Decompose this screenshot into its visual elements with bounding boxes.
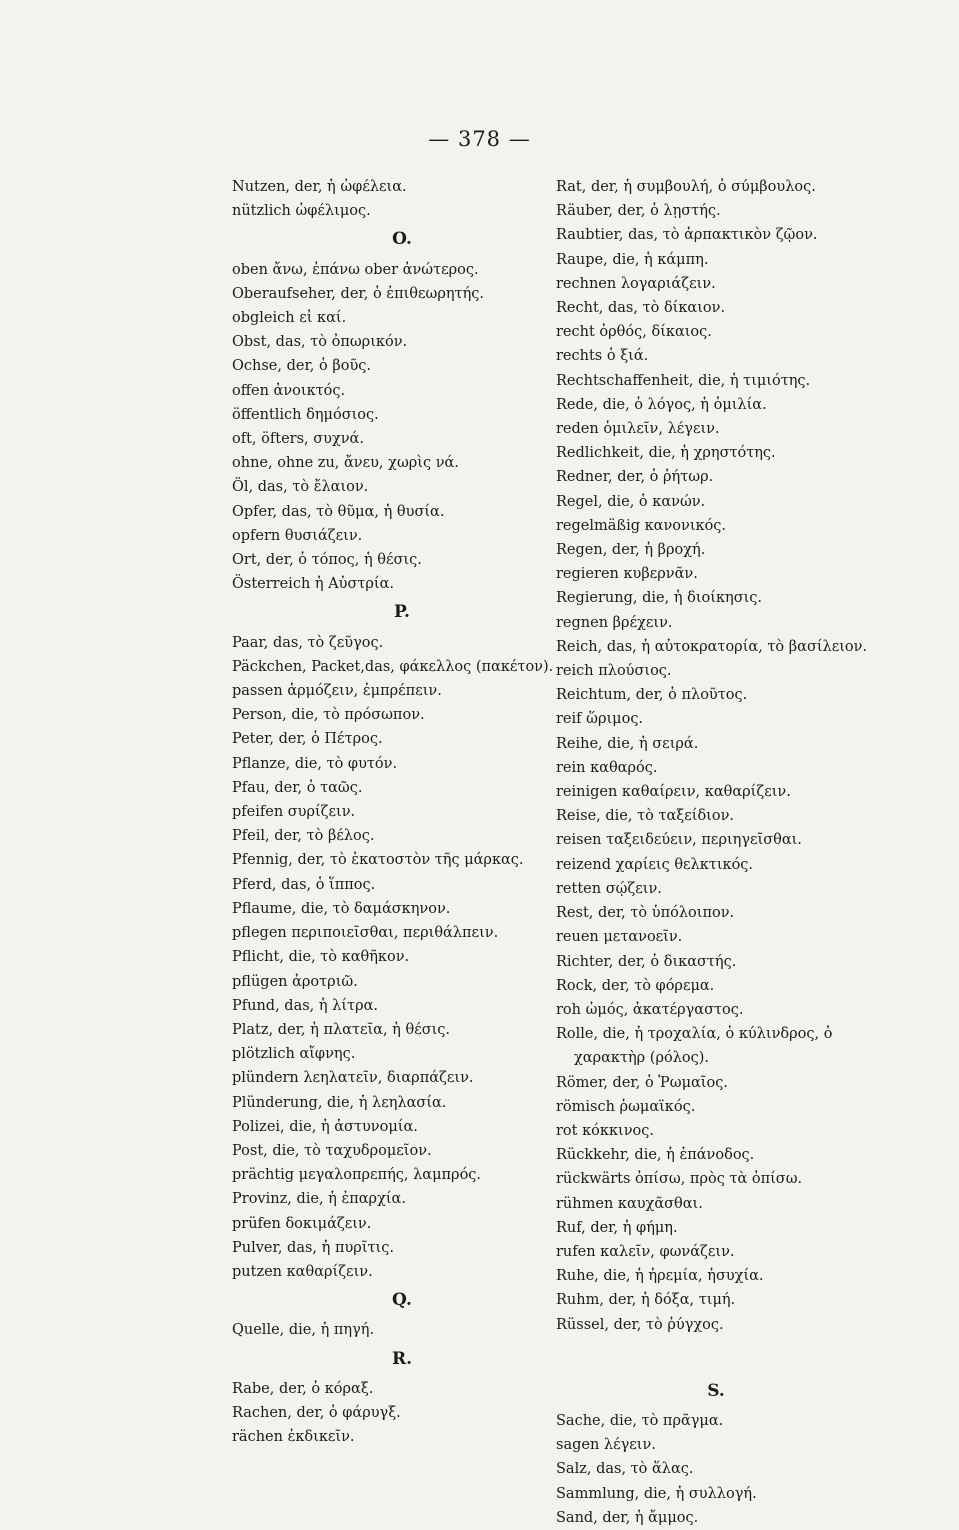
dictionary-entry: Recht, das, τὸ δίκαιον. [556, 300, 726, 317]
dictionary-entry: Ochse, der, ὁ βοῦς. [232, 358, 372, 375]
dictionary-entry: Richter, der, ὁ δικαστής. [556, 953, 737, 970]
dictionary-entry: öffentlich δημόσιος. [232, 406, 379, 423]
dictionary-entry: Reise, die, τὸ ταξείδιον. [556, 808, 735, 825]
dictionary-entry: reizend χαρίεις θελκτικός. [556, 856, 754, 873]
dictionary-entry: ohne, ohne zu, ἄνευ, χωρὶς νά. [232, 455, 459, 472]
dictionary-entry: Pfeil, der, τὸ βέλος. [232, 828, 375, 845]
dictionary-entry: Peter, der, ὁ Πέτρος. [232, 731, 383, 748]
dictionary-entry: Sammlung, die, ἡ συλλογή. [556, 1485, 757, 1502]
dictionary-entry: Regen, der, ἡ βροχή. [556, 542, 706, 559]
dictionary-entry: pflügen ἀροτριῶ. [232, 973, 358, 990]
dictionary-entry: Rachen, der, ὁ φάρυγξ. [232, 1404, 401, 1421]
dictionary-entry: Raubtier, das, τὸ ἁρπακτικὸν ζῷον. [556, 227, 818, 244]
dictionary-entry: Nutzen, der, ἡ ὠφέλεια. [232, 179, 407, 195]
dictionary-entry: rächen ἐκδικεῖν. [232, 1429, 355, 1446]
dictionary-entry: reisen ταξειδεύειν, περιηγεῖσθαι. [556, 832, 802, 849]
dictionary-entry: Rest, der, τὸ ὑπόλοιπον. [556, 905, 735, 922]
dictionary-entry: Pferd, das, ὁ ἵππος. [232, 876, 376, 893]
dictionary-entry: römisch ῥωμαϊκός. [556, 1098, 696, 1115]
dictionary-entry: Rolle, die, ἡ τροχαλία, ὁ κύλινδρος, ὁ [556, 1026, 833, 1043]
dictionary-entry: pflegen περιποιεῖσθαι, περιθάλπειν. [232, 925, 499, 942]
dictionary-entry: Pflaume, die, τὸ δαμάσκηνον. [232, 900, 451, 917]
dictionary-entry: Opfer, das, τὸ θῦμα, ἡ θυσία. [232, 503, 445, 520]
dictionary-entry: regelmäßig κανονικός. [556, 517, 727, 534]
dictionary-entry: Rechtschaffenheit, die, ἡ τιμιότης. [556, 372, 811, 389]
dictionary-entry: recht ὀρθός, δίκαιος. [556, 324, 712, 341]
dictionary-entry: rufen καλεῖν, φωνάζειν. [556, 1243, 735, 1260]
dictionary-entry: sagen λέγειν. [556, 1437, 656, 1454]
dictionary-entry: putzen καθαρίζειν. [232, 1263, 373, 1280]
section-spacer [556, 1337, 876, 1375]
dictionary-entry: Ruhe, die, ἡ ἠρεμία, ἡσυχία. [556, 1268, 764, 1285]
entry-group-r [232, 1377, 572, 1450]
dictionary-entry: reden ὁμιλεῖν, λέγειν. [556, 421, 720, 438]
dictionary-entry: Rüssel, der, τὸ ῥύγχος. [556, 1316, 724, 1333]
dictionary-entry: offen ἀνοικτός. [232, 382, 346, 399]
entry-group-q [232, 1318, 572, 1342]
dictionary-entry: Regierung, die, ἡ διοίκησις. [556, 590, 763, 607]
dictionary-entry: passen ἁρμόζειν, ἐμπρέπειν. [232, 683, 442, 700]
dictionary-entry: Post, die, τὸ ταχυδρομεῖον. [232, 1142, 432, 1159]
section-heading-r: R. [391, 1348, 413, 1369]
dictionary-entry: oben ἄνω, ἐπάνω ober ἀνώτερος. [232, 261, 479, 278]
dictionary-entry: Redlichkeit, die, ἡ χρηστότης. [556, 445, 776, 462]
dictionary-entry: Redner, der, ὁ ῥήτωρ. [556, 469, 714, 486]
dictionary-entry: Reich, das, ἡ αὐτοκρατορία, τὸ βασίλειον. [556, 638, 868, 655]
dictionary-entry: Öl, das, τὸ ἔλαιον. [232, 479, 369, 496]
dictionary-entry: Plünderung, die, ἡ λεηλασία. [232, 1094, 447, 1111]
entry-group-s [556, 1409, 876, 1530]
dictionary-entry: Raupe, die, ἡ κάμπη. [556, 251, 709, 268]
dictionary-entry: rot κόκκινος. [556, 1122, 654, 1139]
dictionary-entry: rein καθαρός. [556, 759, 658, 776]
dictionary-entry: Reichtum, der, ὁ πλοῦτος. [556, 687, 748, 704]
dictionary-entry: plündern λεηλατεῖν, διαρπάζειν. [232, 1070, 474, 1087]
dictionary-entry: roh ὠμός, ἀκατέργαστος. [556, 1001, 744, 1018]
dictionary-entry: Sache, die, τὸ πρᾶγμα. [556, 1412, 724, 1429]
dictionary-entry: Österreich ἡ Αὐστρία. [232, 576, 394, 593]
dictionary-entry: Pflicht, die, τὸ καθῆκον. [232, 949, 410, 966]
dictionary-entry: rechnen λογαριάζειν. [556, 275, 716, 292]
dictionary-entry: Quelle, die, ἡ πηγή. [232, 1322, 375, 1339]
dictionary-entry: Rede, die, ὁ λόγος, ἡ ὁμιλία. [556, 396, 767, 413]
dictionary-entry: Pfund, das, ἡ λίτρα. [232, 997, 379, 1014]
dictionary-entry: pfeifen συρίζειν. [232, 804, 356, 821]
right-column [556, 175, 876, 1530]
dictionary-entry: regieren κυβερνᾶν. [556, 566, 698, 583]
dictionary-entry: Rabe, der, ὁ κόραξ. [232, 1380, 374, 1397]
dictionary-entry: Ruhm, der, ἡ δόξα, τιμή. [556, 1292, 736, 1309]
section-heading-p: P. [394, 602, 410, 623]
section-heading-o: O. [392, 229, 412, 250]
dictionary-entry: oft, öfters, συχνά. [232, 431, 364, 448]
dictionary-entry: reif ὥριμος. [556, 711, 644, 728]
dictionary-entry: Sand, der, ἡ ἄμμος. [556, 1509, 699, 1526]
dictionary-entry: Pflanze, die, τὸ φυτόν. [232, 755, 398, 772]
section-heading-q: Q. [392, 1290, 412, 1311]
dictionary-entry: reuen μετανοεῖν. [556, 929, 683, 946]
dictionary-entry: reinigen καθαίρειν, καθαρίζειν. [556, 784, 791, 801]
dictionary-entry-continuation: χαρακτὴρ (ρόλος). [574, 1050, 710, 1067]
dictionary-entry: Rückkehr, die, ἡ ἐπάνοδος. [556, 1147, 755, 1164]
dictionary-entry: retten σῴζειν. [556, 880, 662, 897]
dictionary-entry: Pfennig, der, τὸ ἑκατοστὸν τῆς μάρκας. [232, 852, 524, 869]
dictionary-entry: prüfen δοκιμάζειν. [232, 1215, 372, 1232]
dictionary-entry: Römer, der, ὁ Ῥωμαῖος. [556, 1074, 728, 1091]
dictionary-entry: prächtig μεγαλοπρεπής, λαμπρός. [232, 1167, 482, 1184]
dictionary-entry: Rock, der, τὸ φόρεμα. [556, 977, 715, 994]
dictionary-entry: Pfau, der, ὁ ταῶς. [232, 779, 363, 796]
entry-group-r-continued [556, 175, 876, 1337]
dictionary-entry: reich πλούσιος. [556, 663, 672, 680]
dictionary-entry: Päckchen, Packet,das, φάκελλος (πακέτον). [232, 658, 554, 675]
dictionary-entry: plötzlich αἴφνης. [232, 1046, 356, 1063]
dictionary-entry: obgleich εἰ καί. [232, 310, 347, 327]
dictionary-entry: rechts ὁ ξιά. [556, 348, 649, 365]
dictionary-entry: Polizei, die, ἡ ἀστυνομία. [232, 1118, 418, 1135]
dictionary-entry: Regel, die, ὁ κανών. [556, 493, 706, 510]
dictionary-entry: Pulver, das, ἡ πυρῖτις. [232, 1239, 394, 1256]
dictionary-entry: rückwärts ὀπίσω, πρὸς τὰ ὀπίσω. [556, 1171, 803, 1188]
dictionary-entry: Platz, der, ἡ πλατεῖα, ἡ θέσις. [232, 1021, 451, 1038]
left-column [232, 175, 572, 1449]
page-number: — 378 — [428, 127, 531, 151]
dictionary-entry: Provinz, die, ἡ ἐπαρχία. [232, 1191, 406, 1208]
dictionary-entry: rühmen καυχᾶσθαι. [556, 1195, 703, 1212]
dictionary-entry: Paar, das, τὸ ζεῦγος. [232, 634, 384, 651]
entry-group-n-end [232, 175, 572, 223]
dictionary-entry: Obst, das, τὸ ὀπωρικόν. [232, 334, 408, 351]
dictionary-entry: Ruf, der, ἡ φήμη. [556, 1219, 678, 1236]
dictionary-entry: opfern θυσιάζειν. [232, 527, 363, 544]
dictionary-entry: Oberaufseher, der, ὁ ἐπιθεωρητής. [232, 285, 485, 302]
dictionary-entry: Salz, das, τὸ ἅλας. [556, 1461, 694, 1478]
dictionary-entry: Reihe, die, ἡ σειρά. [556, 735, 699, 752]
dictionary-entry: Person, die, τὸ πρόσωπον. [232, 707, 425, 724]
dictionary-entry: Räuber, der, ὁ λῃστής. [556, 203, 721, 220]
section-heading-s: S. [707, 1380, 725, 1401]
dictionary-entry: Ort, der, ὁ τόπος, ἡ θέσις. [232, 552, 422, 569]
dictionary-entry: Rat, der, ἡ συμβουλή, ὁ σύμβουλος. [556, 179, 816, 195]
dictionary-entry: nützlich ὠφέλιμος. [232, 203, 371, 220]
entry-group-p [232, 631, 572, 1284]
entry-group-o [232, 258, 572, 597]
dictionary-entry: regnen βρέχειν. [556, 614, 673, 631]
